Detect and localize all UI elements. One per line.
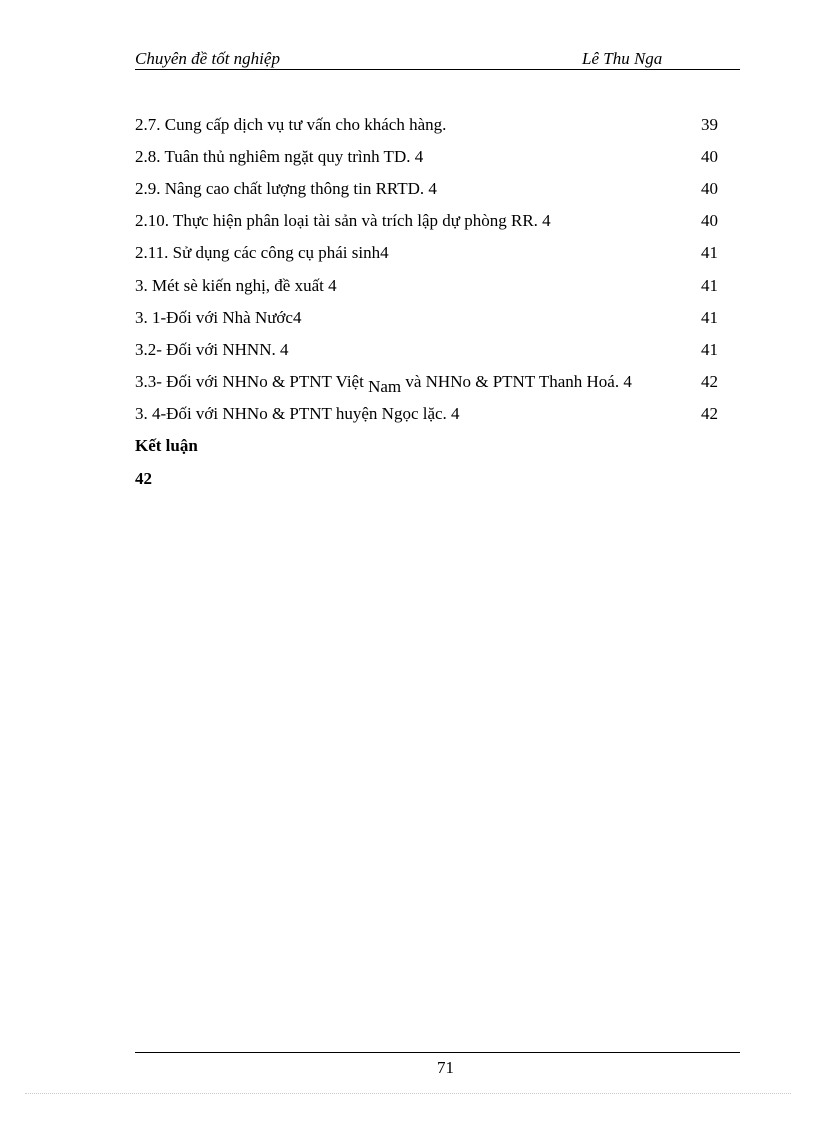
toc-entry [135,147,718,169]
footer-divider [135,1052,740,1053]
toc-entry [135,404,718,426]
toc-entry-text: 3. 1-Đối với Nhà Nước4 [135,308,302,327]
toc-entry-page: 42 [701,404,718,423]
toc-entry [135,340,718,362]
header-title: Chuyên đề tốt nghiệp [135,49,280,68]
toc-entry [135,276,718,298]
toc-entry-text [135,372,632,396]
toc-entry-page: 40 [701,147,718,166]
toc-entry-page: 41 [701,308,718,327]
toc-entry-page: 40 [701,211,718,230]
page-edge-divider [25,1093,791,1094]
toc-entry-page: 41 [701,243,718,262]
toc-entry-text: 3.2- Đối với NHNN. 4 [135,340,289,359]
toc-entry-page: 41 [701,340,718,359]
toc-text-lowered: Nam [368,377,402,396]
page-number: 71 [437,1058,454,1077]
toc-text-part: 3.3- Đối với NHNo & PTNT Việt [135,372,369,391]
page-header [135,49,740,70]
toc-entry-text: 2.11. Sử dụng các công cụ phái sinh4 [135,243,389,262]
toc-entry-text: 2.7. Cung cấp dịch vụ tư vấn cho khách hàng. [135,115,447,134]
conclusion-page: 42 [135,469,152,488]
toc-entry [135,372,718,394]
toc-entry-page: 42 [701,372,718,391]
toc-entry [135,211,718,233]
toc-entry-page: 41 [701,276,718,295]
toc-entry [135,243,718,265]
toc-entry-text: 3. 4-Đối với NHNo & PTNT huyện Ngọc lặc. 4 [135,404,460,423]
toc-entry-page: 39 [701,115,718,134]
toc-entry-text: 2.8. Tuân thủ nghiêm ngặt quy trình TD. 4 [135,147,424,166]
toc-entry-text: 3. Mét sè kiến nghị, đề xuất 4 [135,276,337,295]
toc-entry-text: 2.9. Nâng cao chất lượng thông tin RRTD. 4 [135,179,437,198]
toc-entry-text: 2.10. Thực hiện phân loại tài sản và trích lập dự phòng RR. 4 [135,211,551,230]
toc-entry [135,179,718,201]
toc-entry-page: 40 [701,179,718,198]
toc-text-part: và NHNo & PTNT Thanh Hoá. 4 [401,372,632,391]
toc-entry [135,308,718,330]
conclusion-title: Kết luận [135,436,198,455]
header-author: Lê Thu Nga [582,49,663,68]
toc-entry [135,115,718,137]
